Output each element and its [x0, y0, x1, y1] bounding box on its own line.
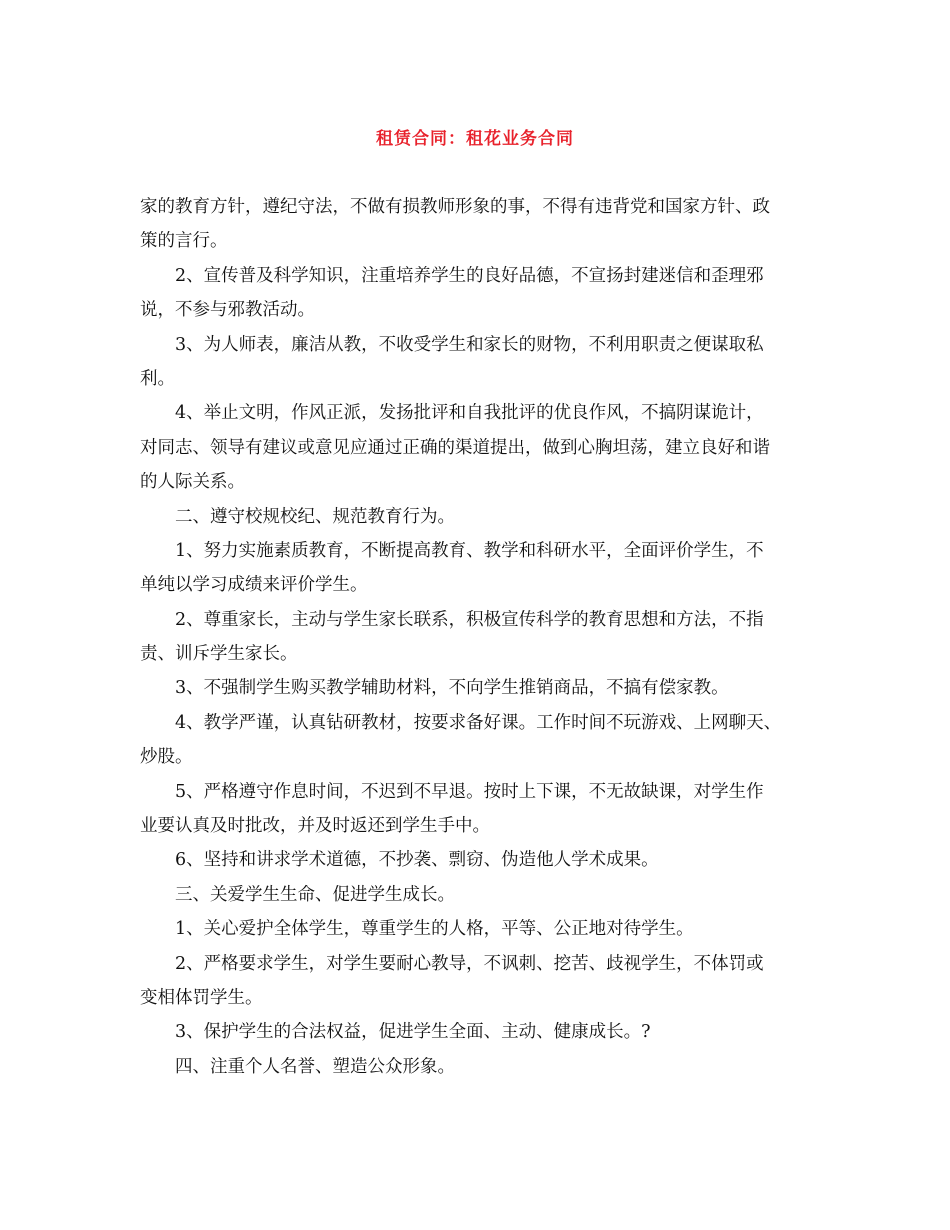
text-line: 利。: [140, 368, 175, 389]
text-line: 2、宣传普及科学知识，注重培养学生的良好品德，不宣扬封建迷信和歪理邪: [175, 265, 764, 286]
text-line: 炒股。: [140, 747, 193, 768]
section-heading: 三、关爱学生生命、促进学生成长。: [175, 884, 455, 905]
text-line: 3、为人师表，廉洁从教，不收受学生和家长的财物，不利用职责之便谋取私: [175, 334, 764, 355]
text-line: 2、尊重家长，主动与学生家长联系，积极宣传科学的教育思想和方法，不指: [175, 609, 764, 630]
text-line: 业要认真及时批改，并及时返还到学生手中。: [140, 816, 490, 837]
text-line: 2、严格要求学生，对学生要耐心教导，不讽刺、挖苦、歧视学生，不体罚或: [175, 953, 764, 974]
text-line: 3、保护学生的合法权益，促进学生全面、主动、健康成长。?: [175, 1022, 651, 1043]
text-line: 4、教学严谨，认真钻研教材，按要求备好课。工作时间不玩游戏、上网聊天、: [175, 712, 782, 733]
text-line: 变相体罚学生。: [140, 987, 263, 1008]
text-line: 家的教育方针，遵纪守法，不做有损教师形象的事，不得有违背党和国家方针、政: [140, 197, 770, 217]
text-line: 4、举止文明，作风正派，发扬批评和自我批评的优良作风，不搞阴谋诡计，: [175, 403, 764, 424]
text-line: 6、坚持和讲求学术道德，不抄袭、剽窃、伪造他人学术成果。: [175, 850, 659, 871]
text-line: 3、不强制学生购买教学辅助材料，不向学生推销商品，不搞有偿家教。: [175, 678, 729, 699]
text-line: 1、努力实施素质教育，不断提高教育、教学和科研水平，全面评价学生，不: [175, 540, 764, 561]
document-title: 租赁合同：租花业务合同: [376, 129, 574, 149]
section-heading: 四、注重个人名誉、塑造公众形象。: [175, 1056, 455, 1077]
text-line: 责、训斥学生家长。: [140, 644, 298, 665]
text-line: 说，不参与邪教活动。: [140, 300, 315, 321]
text-line: 单纯以学习成绩来评价学生。: [140, 575, 368, 596]
text-line: 的人际关系。: [140, 472, 245, 493]
document-body: [140, 190, 820, 1084]
text-line: 策的言行。: [140, 231, 228, 252]
text-line: 对同志、领导有建议或意见应通过正确的渠道提出，做到心胸坦荡，建立良好和谐: [140, 437, 770, 458]
text-line: 1、关心爱护全体学生，尊重学生的人格，平等、公正地对待学生。: [175, 919, 694, 940]
text-line: 5、严格遵守作息时间，不迟到不早退。按时上下课，不无故缺课，对学生作: [175, 781, 764, 802]
section-heading: 二、遵守校规校纪、规范教育行为。: [175, 506, 455, 527]
